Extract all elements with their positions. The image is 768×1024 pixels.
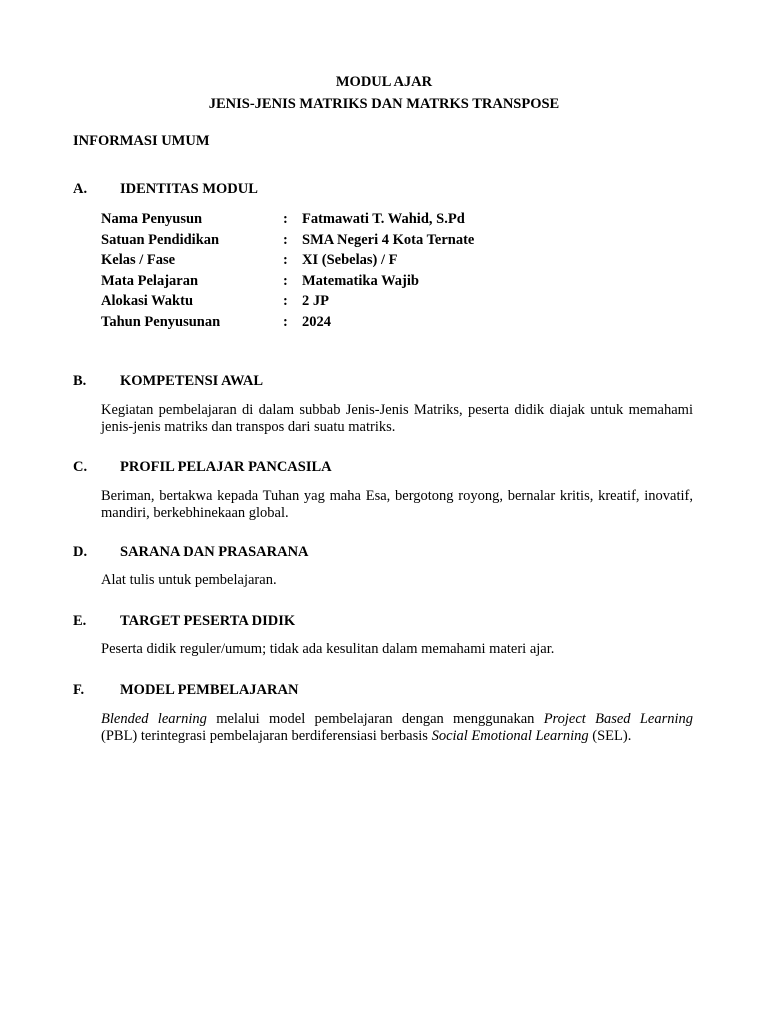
title-line-2: JENIS-JENIS MATRIKS DAN MATRKS TRANSPOSE	[208, 96, 560, 112]
section-a-title: IDENTITAS MODUL	[120, 181, 258, 197]
identity-row	[101, 271, 474, 292]
identity-value: 2 JP	[302, 293, 329, 310]
identity-value: Fatmawati T. Wahid, S.Pd	[302, 211, 465, 227]
identity-row	[101, 209, 474, 230]
identity-label: Satuan Pendidikan	[101, 231, 220, 248]
blended-learning-term: Blended learning	[101, 711, 207, 727]
general-info-heading: INFORMASI UMUM	[73, 133, 210, 149]
identity-label: Nama Penyusun	[101, 211, 203, 227]
section-c-text: Beriman, bertakwa kepada Tuhan yag maha Esa, bergotong royong, bernalar kritis, kreatif, inovatif, mandiri, berkebhinekaan global.	[101, 488, 693, 521]
identity-row	[101, 312, 474, 333]
section-c-heading	[73, 459, 332, 476]
section-f-text-part: (PBL) terintegrasi pembelajaran berdiferensiasi berbasis	[101, 728, 432, 744]
identity-value: SMA Negeri 4 Kota Ternate	[302, 231, 475, 248]
identity-colon: :	[283, 293, 288, 310]
section-b-letter: B.	[73, 373, 87, 389]
section-f-text-line-1	[101, 711, 693, 728]
section-f-letter: F.	[73, 682, 85, 698]
identity-value: XI (Sebelas) / F	[302, 252, 398, 269]
section-d-title: SARANA DAN PRASARANA	[120, 544, 309, 560]
identity-label: Kelas / Fase	[101, 252, 176, 269]
section-d-heading	[73, 544, 309, 561]
section-b-title: KOMPETENSI AWAL	[120, 373, 264, 389]
section-e-title: TARGET PESERTA DIDIK	[120, 613, 296, 629]
identity-row	[101, 250, 474, 271]
identity-label: Alokasi Waktu	[101, 293, 194, 310]
sel-term: Social Emotional Learning	[431, 728, 589, 744]
section-f-text-part: (SEL).	[588, 728, 632, 744]
section-d-text: Alat tulis untuk pembelajaran.	[101, 572, 277, 588]
section-a-heading	[73, 181, 258, 198]
section-f-heading	[73, 682, 298, 699]
identity-label: Tahun Penyusunan	[101, 313, 221, 330]
section-c-letter: C.	[73, 459, 88, 475]
identity-colon: :	[283, 252, 288, 269]
identity-value: 2024	[302, 313, 331, 330]
identity-colon: :	[283, 211, 288, 227]
identity-label: Mata Pelajaran	[101, 272, 199, 289]
section-d-letter: D.	[73, 544, 88, 560]
identity-colon: :	[283, 313, 288, 330]
identity-table	[101, 209, 474, 333]
section-f-text-part: melalui model pembelajaran dengan menggunakan	[206, 711, 544, 727]
section-e-heading	[73, 613, 295, 630]
section-c-title: PROFIL PELAJAR PANCASILA	[120, 459, 332, 475]
pbl-term: Project Based Learning	[543, 711, 694, 727]
section-f-text-line-2	[101, 728, 693, 745]
identity-value: Matematika Wajib	[302, 272, 419, 289]
section-e-text: Peserta didik reguler/umum; tidak ada kesulitan dalam memahami materi ajar.	[101, 641, 555, 657]
section-e-letter: E.	[73, 613, 87, 629]
document-title	[0, 71, 768, 115]
identity-colon: :	[283, 272, 288, 289]
identity-row	[101, 291, 474, 312]
identity-row	[101, 230, 474, 251]
title-line-1: MODUL AJAR	[335, 74, 433, 90]
section-f-title: MODEL PEMBELAJARAN	[120, 682, 299, 698]
section-b-heading	[73, 373, 263, 390]
section-b-text: Kegiatan pembelajaran di dalam subbab Jenis-Jenis Matriks, peserta didik diajak untuk memahami jenis-jenis matriks dan transpos dari suatu matriks.	[101, 402, 693, 435]
section-a-letter: A.	[73, 181, 88, 197]
identity-colon: :	[283, 231, 288, 248]
